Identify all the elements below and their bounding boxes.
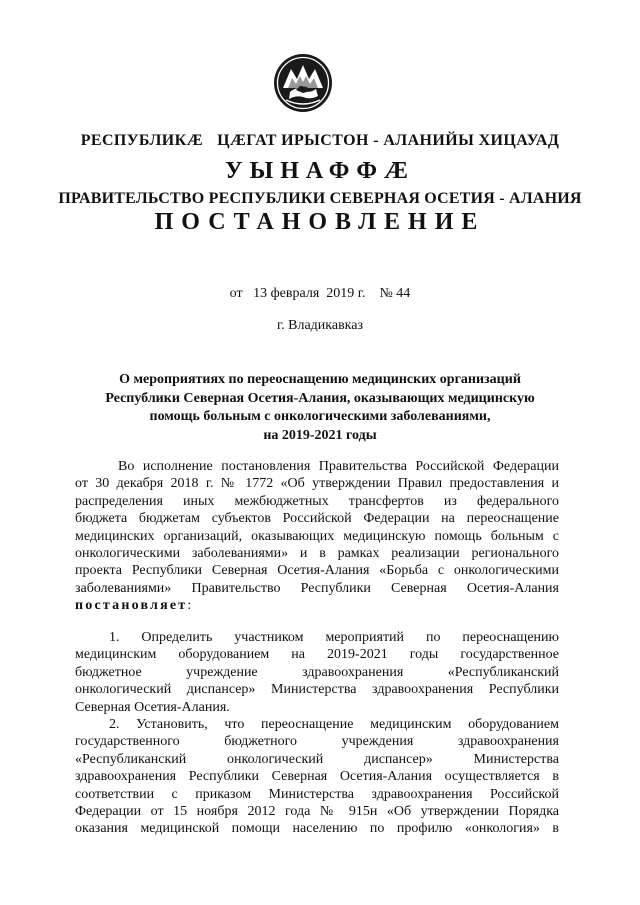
decree-number: № 44 xyxy=(379,286,411,301)
text-line: распределения иных межбюджетных трансфертов из федерального xyxy=(75,493,559,509)
header-ossetian-republic xyxy=(0,132,640,150)
decree-word: постановляет xyxy=(75,598,188,614)
text-line: проекта Республики Северная Осетия-Алания «Борьба с онкологическими xyxy=(75,563,559,579)
text-line: соответствии с приказом Министерства здравоохранения Российской xyxy=(75,786,559,802)
decree-year: 2019 г. xyxy=(326,286,366,301)
text-line: оказания медицинской помощи населению по профилю «онкология» в xyxy=(75,821,559,837)
text-line: медицинских организаций, оказывающих медицинскую помощь больным с xyxy=(75,528,559,544)
title-line: О мероприятиях по переоснащению медицинских организаций xyxy=(119,372,521,387)
preamble-paragraph xyxy=(75,458,559,615)
header-ossetian-left: РЕСПУБЛИКÆ xyxy=(80,132,204,149)
text-line: «Республиканский онкологический диспансер» Министерства xyxy=(75,751,559,767)
date-number-line xyxy=(0,286,640,302)
header-government: ПРАВИТЕЛЬСТВО РЕСПУБЛИКИ СЕВЕРНАЯ ОСЕТИЯ - АЛАНИЯ xyxy=(58,190,582,207)
text-line: заболеваниями» Правительство Республики Северная Осетия-Алания xyxy=(75,580,559,596)
text-line: онкологическими заболеваниями» и в рамках реализации регионального xyxy=(75,546,559,562)
decree-colon: : xyxy=(187,598,192,614)
title-line: Республики Северная Осетия-Алания, оказывающих медицинскую xyxy=(105,390,535,406)
text-line: бюджета бюджетам субъектов Российской Федерации на переоснащение xyxy=(75,511,559,527)
decree-word-line xyxy=(75,597,559,614)
header-ossetian-right: ЦÆГАТ ИРЫСТОН - АЛАНИЙЫ ХИЦАУАД xyxy=(217,132,560,149)
decree-date: 13 февраля xyxy=(253,286,320,301)
text-line: 1. Определить участником мероприятий по переоснащению xyxy=(109,630,559,645)
clause-1 xyxy=(75,629,559,716)
text-line: онкологический диспансер» Министерства здравоохранения Республики xyxy=(75,682,559,698)
text-line: от 30 декабря 2018 г. № 1772 «Об утверждении Правил предоставления и xyxy=(75,476,559,492)
text-line: государственного бюджетного учреждения здравоохранения xyxy=(75,734,559,750)
decree-title xyxy=(70,371,570,445)
text-line: Федерации от 15 ноября 2012 года № 915н «Об утверждении Порядка xyxy=(75,804,559,820)
header-document-type: ПОСТАНОВЛЕНИЕ xyxy=(154,209,486,235)
text-line: 2. Установить, что переоснащение медицинским оборудованием xyxy=(109,717,559,732)
date-prefix: от xyxy=(229,286,243,301)
text-line: здравоохранения Республики Северная Осетия-Алания осуществляется в xyxy=(75,769,559,785)
header-uynaffae: УЫНАФФÆ xyxy=(225,158,415,184)
clause-2 xyxy=(75,716,559,838)
coat-of-arms-icon xyxy=(272,52,334,114)
text-line: медицинским оборудованием на 2019-2021 годы государственное xyxy=(75,647,559,663)
text-line: бюджетное учреждение здравоохранения «Республиканский xyxy=(75,664,559,680)
city: г. Владикавказ xyxy=(276,318,364,333)
title-line: помощь больным с онкологическими заболеваниями, xyxy=(149,409,491,424)
text-line: Во исполнение постановления Правительства Российской Федерации xyxy=(118,459,559,474)
text-line: Северная Осетия-Алания. xyxy=(75,699,230,715)
title-line: на 2019-2021 годы xyxy=(263,427,377,443)
